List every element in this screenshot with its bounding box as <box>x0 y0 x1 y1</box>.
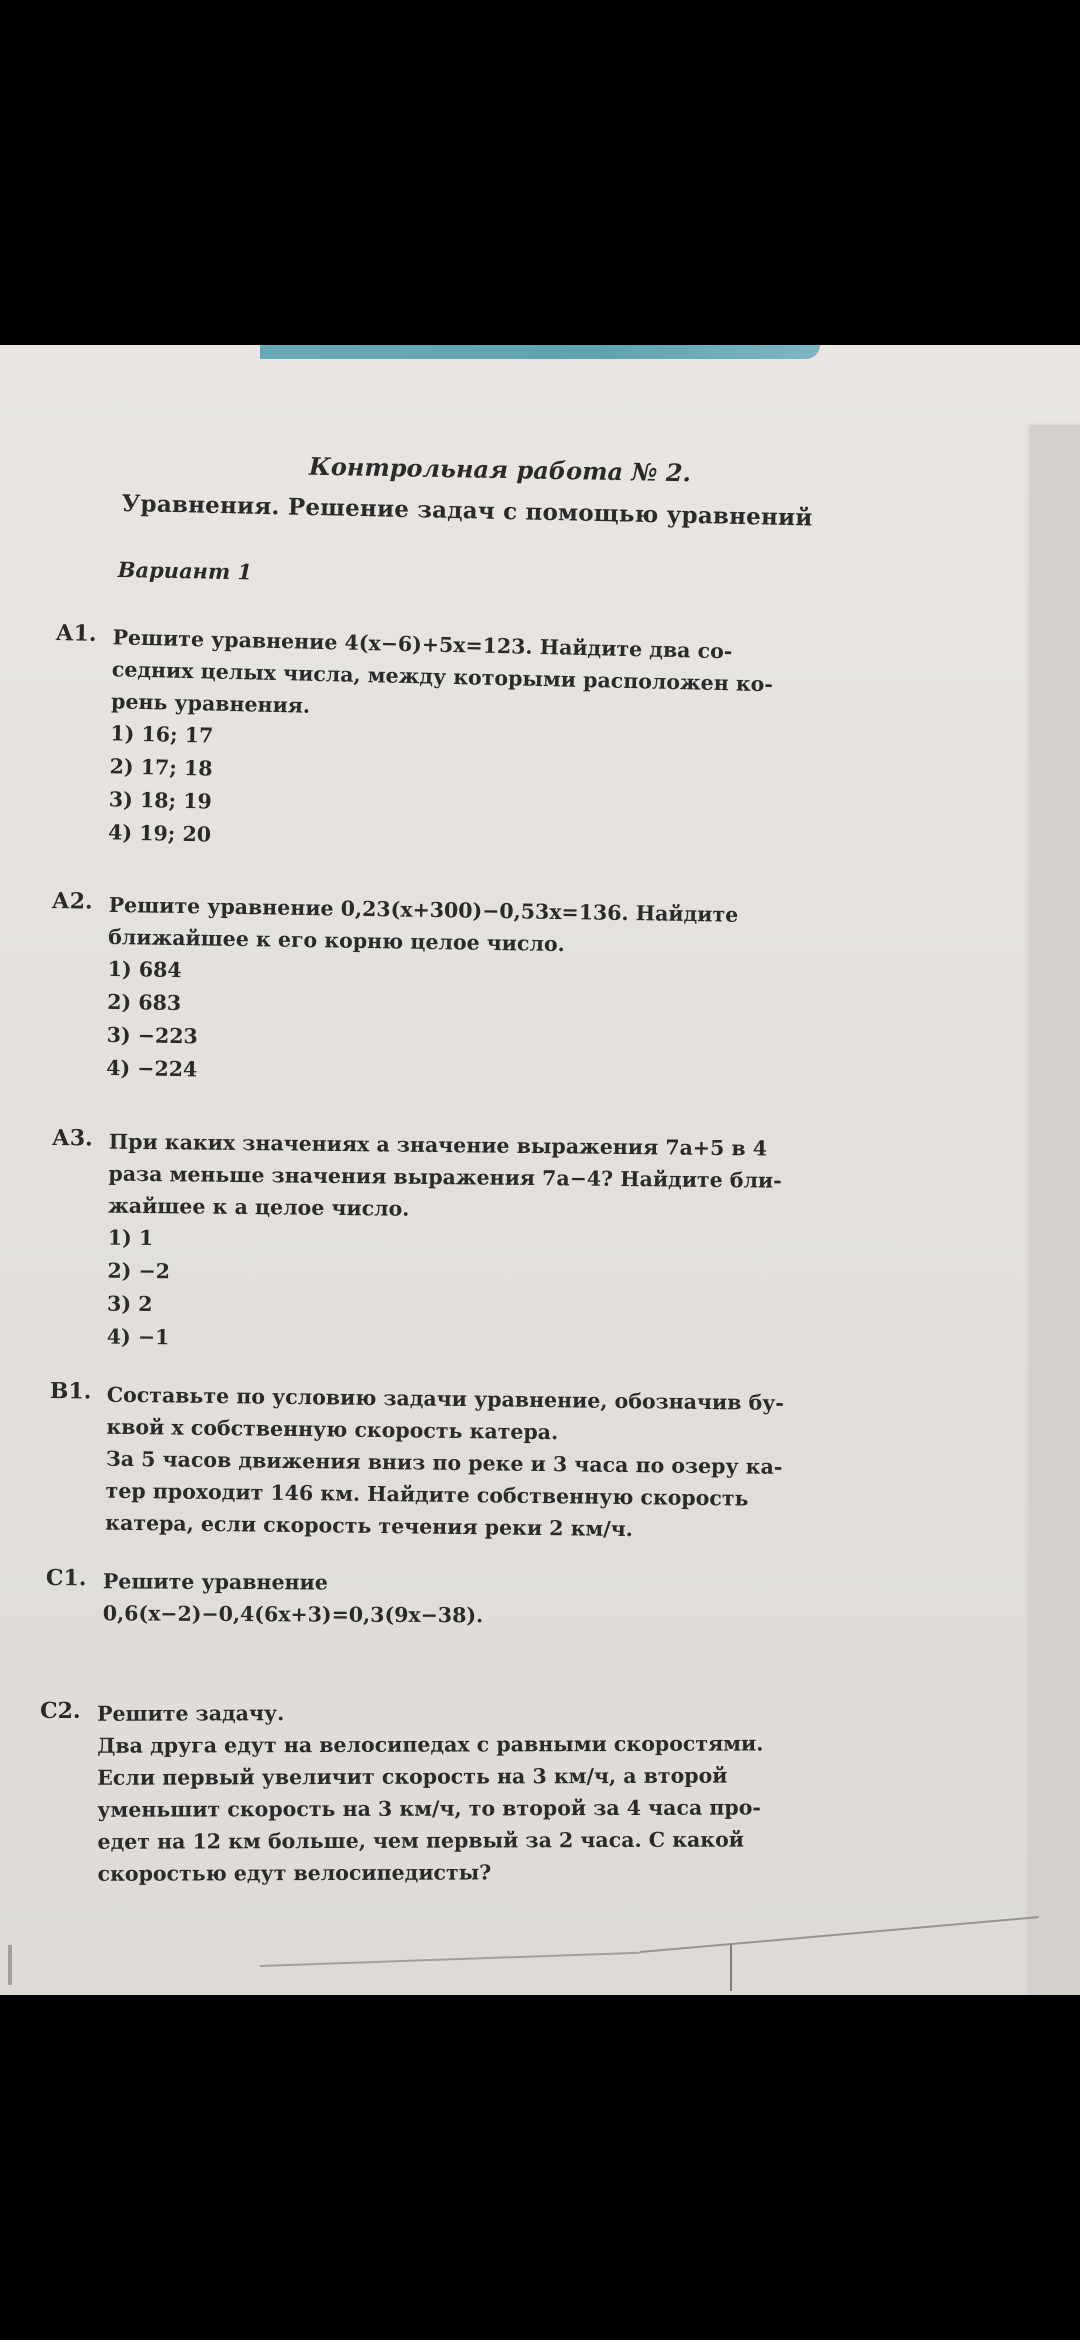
page-content <box>0 345 1080 1995</box>
page-subtitle: Уравнения. Решение задач с помощью уравнений <box>121 490 813 532</box>
answer-option: 1) 1 <box>107 1225 154 1251</box>
task-label: А2. <box>51 888 93 915</box>
variant-label: Вариант 1 <box>117 557 253 585</box>
pencil-stroke <box>260 1952 640 1967</box>
task-line: жайшее к a целое число. <box>108 1193 410 1221</box>
task-line: уменьшит скорость на 3 км/ч, то второй за 4 часа про- <box>97 1795 761 1822</box>
paper-sheet <box>0 345 1080 1995</box>
answer-option: 2) 17; 18 <box>109 754 213 781</box>
task-line: квой x собственную скорость катера. <box>106 1414 559 1445</box>
answer-option: 4) 19; 20 <box>107 820 212 847</box>
task-line: Решите уравнение 0,23(x+300)−0,53x=136. Найдите <box>108 892 739 927</box>
task-line: За 5 часов движения вниз по реке и 3 часа по озеру ка- <box>105 1446 783 1479</box>
task-line: Решите задачу. <box>97 1701 285 1726</box>
pencil-tick <box>8 1945 12 1985</box>
task-label: А3. <box>51 1125 93 1152</box>
answer-option: 1) 684 <box>107 956 182 983</box>
task-line: Решите уравнение <box>102 1569 328 1595</box>
task-line: катера, если скорость течения реки 2 км/ч. <box>105 1510 634 1542</box>
answer-options <box>108 717 814 865</box>
pencil-tick <box>730 1945 732 1991</box>
page-title: Контрольная работа № 2. <box>308 451 692 488</box>
task-text <box>97 1695 801 1889</box>
task-line: Решите уравнение 4(x−6)+5x=123. Найдите два со- <box>112 625 733 664</box>
task-line: рень уравнения. <box>110 689 311 718</box>
task-label: С2. <box>40 1697 81 1724</box>
task-line: Два друга едут на велосипедах с равными скоростями. <box>97 1731 764 1758</box>
task-a1 <box>51 620 816 865</box>
answer-option: 3) 18; 19 <box>108 787 213 814</box>
task-b1 <box>48 1378 810 1547</box>
task-a3 <box>50 1125 812 1361</box>
task-text <box>111 621 816 733</box>
task-label: В1. <box>49 1378 92 1405</box>
answer-option: 4) −1 <box>106 1324 170 1350</box>
pencil-stroke <box>640 1916 1039 1953</box>
task-line: скоростью едут велосипедисты? <box>97 1860 492 1886</box>
answer-option: 2) −2 <box>107 1258 171 1284</box>
task-line: 0,6(x−2)−0,4(6x+3)=0,3(9x−38). <box>102 1601 484 1628</box>
answer-options <box>106 953 811 1096</box>
answer-option: 2) 683 <box>107 989 182 1016</box>
task-line: ближайшее к его корню целое число. <box>108 924 565 957</box>
answer-option: 3) −223 <box>106 1022 198 1049</box>
task-line: раза меньше значения выражения 7a−4? Найдите бли- <box>108 1161 782 1193</box>
task-text <box>108 1126 812 1229</box>
answer-options <box>107 1222 811 1361</box>
task-label: А1. <box>55 620 97 647</box>
task-line: При каких значениях a значение выражения 7a+5 в 4 <box>108 1129 768 1161</box>
task-line: Если первый увеличит скорость на 3 км/ч, а второй <box>97 1763 728 1790</box>
task-line: седних целых числа, между которыми расположен ко- <box>111 657 774 697</box>
task-c2 <box>40 1695 801 1890</box>
task-a2 <box>49 888 812 1096</box>
answer-option: 1) 16; 17 <box>110 721 214 748</box>
answer-option: 3) 2 <box>107 1291 153 1317</box>
task-text <box>103 1565 806 1633</box>
task-text <box>105 1379 810 1548</box>
task-text <box>108 889 812 964</box>
answer-option: 4) −224 <box>105 1055 198 1082</box>
task-line: Составьте по условию задачи уравнение, обозначив бу- <box>106 1382 785 1415</box>
task-line: едет на 12 км больше, чем первый за 2 часа. С какой <box>97 1827 744 1854</box>
task-c1 <box>46 1565 806 1633</box>
task-label: С1. <box>45 1565 87 1592</box>
task-line: тер проходит 146 км. Найдите собственную скорость <box>105 1478 749 1511</box>
